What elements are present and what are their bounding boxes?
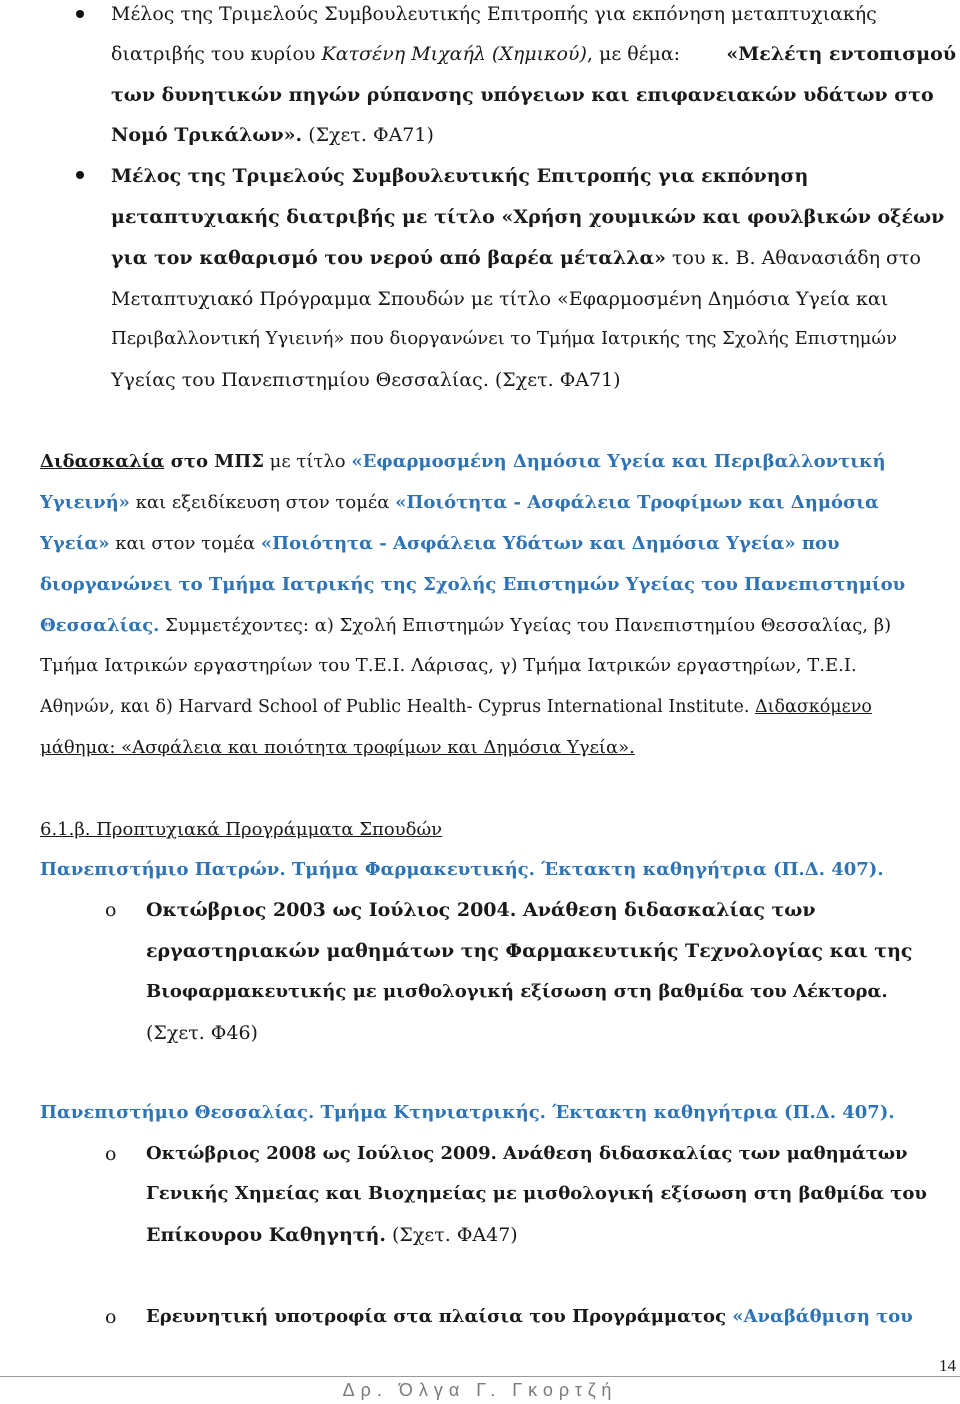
- patras-item-line2: [146, 939, 912, 963]
- text: Περιβαλλοντική Υγιεινή» που διοργανώνει το Τμήμα Ιατρικής της Σχολής Επιστημών: [111, 328, 898, 349]
- teaching-line7: [40, 695, 872, 719]
- text: μάθημα: «Ασφάλεια και ποιότητα τροφίμων και Δημόσια Υγεία».: [40, 737, 635, 758]
- teaching-line3: [40, 532, 840, 556]
- footer-author: Δρ. Όλγα Γ. Γκορτζή: [342, 1380, 618, 1400]
- text-blue: Πανεπιστήμιο Πατρών. Τμήμα Φαρμακευτικής. Έκτακτη καθηγήτρια (Π.Δ. 407).: [40, 859, 884, 880]
- patras-header: [40, 858, 884, 882]
- teaching-line6: [40, 654, 857, 678]
- page-number: 14: [939, 1356, 956, 1375]
- text-bold: «Μελέτη εντοπισμού: [726, 43, 956, 65]
- teaching-line2: [40, 491, 879, 515]
- bullet-dot: [76, 171, 84, 179]
- bullet1-line3: [111, 83, 956, 107]
- text: και στον τομέα: [109, 533, 261, 554]
- text-bold: Γενικής Χημείας και Βιοχημείας με μισθολογική εξίσωση στη βαθμίδα του: [146, 1183, 927, 1204]
- thessaly-header: [40, 1101, 895, 1125]
- text: (Σχετ. Φ46): [146, 1022, 258, 1044]
- thessaly-item-line2: [146, 1182, 927, 1206]
- text: Μέλος της Τριμελούς Συμβουλευτικής Επιτροπής για εκπόνηση μεταπτυχιακής: [111, 3, 877, 25]
- bullet-dot: [76, 10, 84, 18]
- text-blue: «Αναβάθμιση του: [732, 1306, 913, 1327]
- text: με τίτλο: [263, 451, 352, 472]
- text-blue: Υγιεινή»: [40, 492, 130, 513]
- patras-item-line3: [146, 980, 888, 1004]
- text-blue: διοργανώνει το Τμήμα Ιατρικής της Σχολής Επιστημών Υγείας του Πανεπιστημίου: [40, 574, 906, 595]
- text-blue: «Ποιότητα - Ασφάλεια Υδάτων και Δημόσια Υγεία» που: [260, 533, 840, 554]
- text: και εξειδίκευση στον τομέα: [129, 492, 396, 513]
- list-marker-circle: o: [105, 899, 117, 921]
- text-blue: «Ποιότητα - Ασφάλεια Τροφίμων και Δημόσια: [395, 492, 879, 513]
- text-bold: Επίκουρου Καθηγητή.: [146, 1224, 386, 1246]
- bullet2-line2: [111, 205, 956, 229]
- text: Τμήμα Ιατρικών εργαστηρίων του Τ.Ε.Ι. Λάρισας, γ) Τμήμα Ιατρικών εργαστηρίων, Τ.Ε.Ι.: [40, 655, 857, 676]
- text-bold: για τον καθαρισμό του νερού από βαρέα μέταλλα»: [111, 247, 666, 269]
- patras-item-line4: [146, 1021, 258, 1045]
- bullet1-line4: [111, 123, 434, 147]
- text-blue: «Εφαρμοσμένη Δημόσια Υγεία και Περιβαλλοντική: [351, 451, 886, 472]
- text: , με θέμα:: [586, 43, 681, 65]
- bullet1-line1: [111, 2, 956, 26]
- text-blue: Πανεπιστήμιο Θεσσαλίας. Τμήμα Κτηνιατρικής. Έκτακτη καθηγήτρια (Π.Δ. 407).: [40, 1102, 895, 1123]
- teaching-line8: [40, 736, 635, 760]
- text: Αθηνών, και δ) Harvard School of Public Health- Cyprus International Institute.: [40, 697, 755, 717]
- bullet2-line1: [111, 164, 956, 188]
- text: 6.1.β. Προπτυχιακά Προγράμματα Σπουδών: [40, 819, 443, 840]
- text-bold: εργαστηριακών μαθημάτων της Φαρμακευτικής Τεχνολογίας και της: [146, 940, 913, 962]
- text-bold: Βιοφαρμακευτικής με μισθολογική εξίσωση στη βαθμίδα του Λέκτορα.: [146, 981, 888, 1002]
- text-bold: μεταπτυχιακής διατριβής με τίτλο «Χρήση χουμικών και φουλβικών οξέων: [111, 206, 945, 228]
- thessaly-item-line3: [146, 1223, 518, 1247]
- teaching-line5: [40, 614, 891, 638]
- text-bold: Νομό Τρικάλων».: [111, 124, 303, 146]
- thessaly-item-line1: [146, 1142, 908, 1166]
- text: Συμμετέχοντες: α) Σχολή Επιστημών Υγείας του Πανεπιστημίου Θεσσαλίας, β): [159, 615, 892, 636]
- bullet1-line2: [111, 42, 956, 66]
- list-marker-circle: o: [105, 1143, 117, 1165]
- text: Υγείας του Πανεπιστημίου Θεσσαλίας. (Σχετ. ΦΑ71): [111, 369, 621, 391]
- list-marker-circle: o: [105, 1306, 117, 1328]
- text-bold: Οκτώβριος 2003 ως Ιούλιος 2004. Ανάθεση διδασκαλίας των: [146, 899, 816, 921]
- patras-item-line1: [146, 898, 956, 922]
- text-bold: των δυνητικών πηγών ρύπανσης υπόγειων και επιφανειακών υδάτων στο: [111, 84, 934, 106]
- text-blue: Θεσσαλίας.: [40, 615, 160, 636]
- text: διατριβής του κυρίου: [111, 43, 322, 65]
- footer-divider: [0, 1376, 960, 1377]
- text: (Σχετ. ΦΑ47): [385, 1224, 518, 1246]
- bullet2-line5: [111, 327, 897, 351]
- text-bold: στο ΜΠΣ: [164, 451, 264, 472]
- bullet2-line3: [111, 246, 921, 270]
- text-bold-underline: Διδασκαλία: [40, 451, 165, 472]
- text: Μεταπτυχιακό Πρόγραμμα Σπουδών με τίτλο «Εφαρμοσμένη Δημόσια Υγεία και: [111, 288, 889, 310]
- section-heading: [40, 818, 442, 842]
- text-bold: Ερευνητική υποτροφία στα πλαίσια του Προγράμματος: [146, 1306, 733, 1327]
- text-underline: Διδασκόμενο: [755, 697, 872, 717]
- text-italic: Κατσένη Μιχαήλ (Χημικού): [321, 43, 587, 65]
- text-blue: Υγεία»: [40, 533, 110, 554]
- text-bold: Μέλος της Τριμελούς Συμβουλευτικής Επιτροπής για εκπόνηση: [111, 165, 809, 187]
- text: (Σχετ. ΦΑ71): [302, 124, 434, 146]
- teaching-line1: [40, 450, 886, 474]
- bullet2-line6: [111, 368, 621, 392]
- text: του κ. Β. Αθανασιάδη στο: [666, 247, 921, 269]
- thessaly-item2-line1: [146, 1305, 913, 1329]
- teaching-line4: [40, 573, 905, 597]
- text-bold: Οκτώβριος 2008 ως Ιούλιος 2009. Ανάθεση διδασκαλίας των μαθημάτων: [146, 1143, 908, 1164]
- bullet2-line4: [111, 287, 888, 311]
